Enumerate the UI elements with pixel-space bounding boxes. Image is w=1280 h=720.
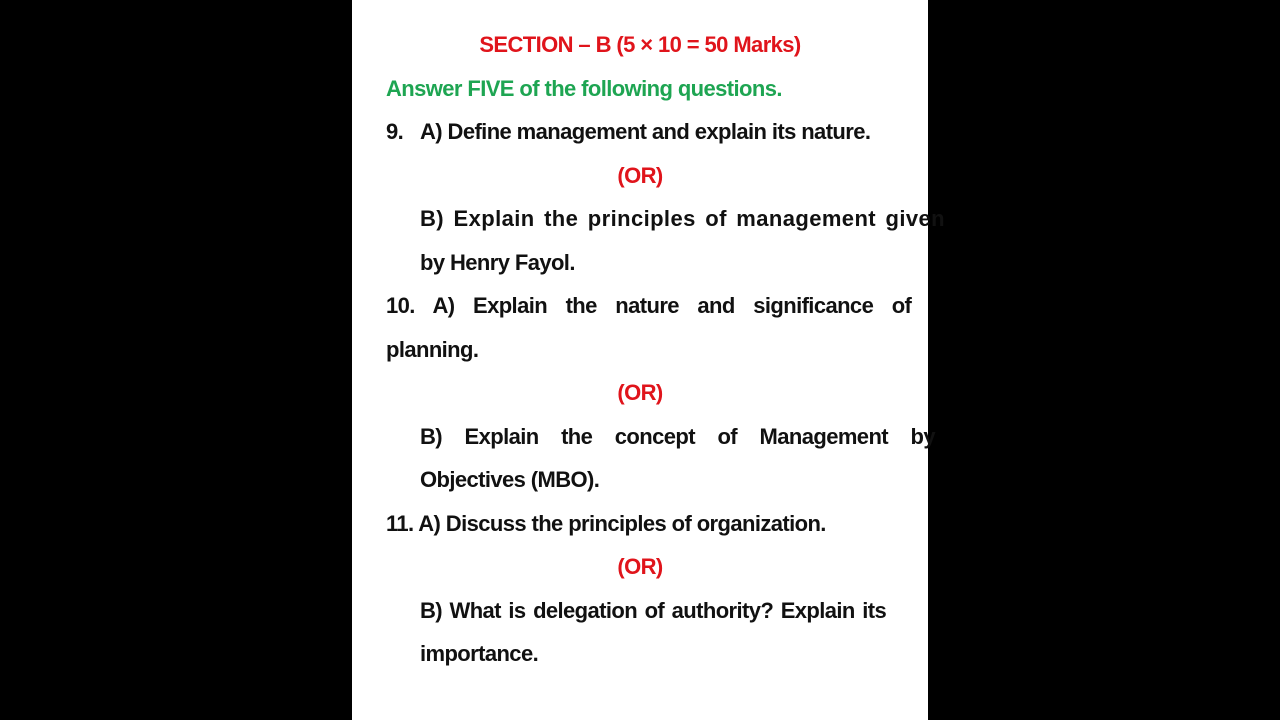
question-10-option-b-line2: Objectives (MBO). — [420, 467, 600, 492]
question-9-option-b-line1 — [420, 206, 945, 232]
question-9-option-a: A) Define management and explain its nature. — [420, 119, 871, 144]
question-9-option-b-line2: by Henry Fayol. — [420, 250, 575, 275]
question-10-option-a-line2: planning. — [386, 337, 479, 362]
or-separator-10: (OR) — [617, 380, 663, 405]
question-11-option-b-line2: importance. — [420, 641, 539, 666]
question-10-option-a-line1: 10. A) Explain the nature and significance of — [386, 293, 912, 318]
section-title: SECTION – B (5 × 10 = 50 Marks) — [479, 32, 801, 57]
or-separator-9: (OR) — [617, 163, 663, 188]
question-10-option-b-line1: B) Explain the concept of Management by — [420, 424, 935, 449]
question-11-option-b-line1: B) What is delegation of authority? Explain its — [420, 598, 887, 623]
or-separator-11: (OR) — [617, 554, 663, 579]
question-9-option-b-text: B) Explain the principles of management given — [420, 206, 945, 231]
question-11-option-a: 11. A) Discuss the principles of organization. — [386, 511, 826, 536]
instruction-text: Answer FIVE of the following questions. — [386, 76, 782, 101]
question-paper-page — [352, 0, 945, 720]
question-9-number: 9. — [386, 119, 404, 144]
